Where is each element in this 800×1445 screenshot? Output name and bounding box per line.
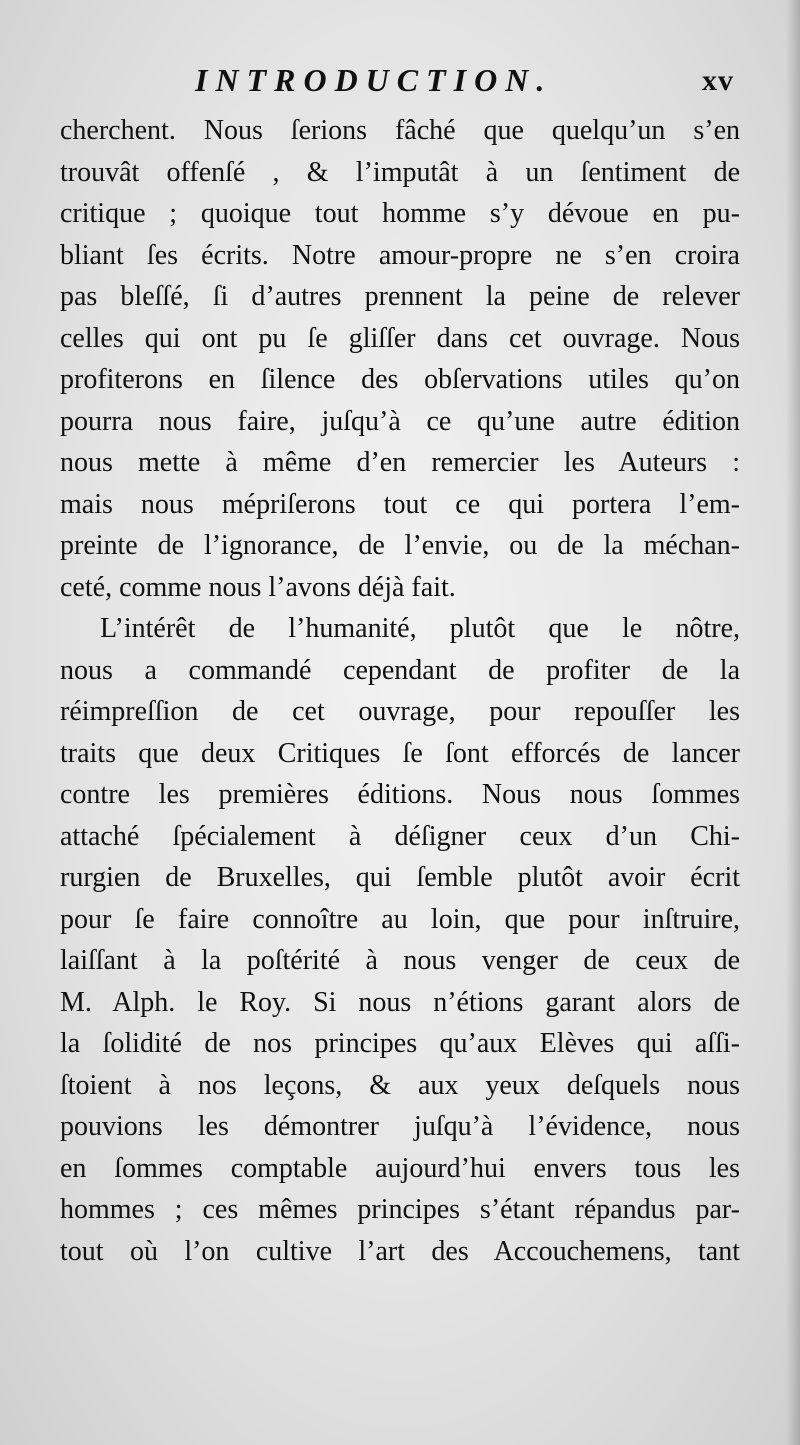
text-line: rurgien de Bruxelles, qui ſemble plutôt avoir écrit: [60, 862, 740, 893]
text-line: hommes ; ces mêmes principes s’étant répandus par-: [60, 1194, 740, 1225]
text-line: M. Alph. le Roy. Si nous n’étions garant alors de: [60, 986, 740, 1018]
text-line: tout où l’on cultive l’art des Accouchemens, tant: [60, 1235, 740, 1267]
text-line: ſtoient à nos leçons, & aux yeux deſquels nous: [60, 1069, 740, 1101]
page-number: xv: [702, 64, 734, 97]
text-line: en ſommes comptable aujourd’hui envers tous les: [60, 1152, 740, 1184]
paragraph-1: [60, 110, 740, 608]
text-line: réimpreſſion de cet ouvrage, pour repouſſer les: [60, 696, 740, 727]
text-line: pour ſe faire connoître au loin, que pour inſtruire,: [60, 903, 740, 935]
text-line: attaché ſpécialement à déſigner ceux d’un Chi-: [60, 820, 740, 852]
running-title: INTRODUCTION.: [195, 62, 553, 98]
running-head: [60, 62, 740, 102]
text-line: laiſſant à la poſtérité à nous venger de ceux de: [60, 945, 740, 976]
text-line: cherchent. Nous ſerions fâché que quelqu’un s’en: [60, 115, 740, 146]
text-line: ceté, comme nous l’avons déjà fait.: [60, 571, 456, 603]
text-line: pas bleſſé, ſi d’autres prennent la peine de relever: [60, 281, 740, 312]
text-line: mais nous mépriſerons tout ce qui portera l’em-: [60, 488, 740, 520]
body-text: [60, 110, 740, 1272]
text-line: L’intérêt de l’humanité, plutôt que le nôtre,: [100, 613, 740, 644]
text-line: trouvât offenſé , & l’imputât à un ſentiment de: [60, 156, 740, 188]
text-line: critique ; quoique tout homme s’y dévoue en pu-: [60, 198, 740, 229]
text-line: traits que deux Critiques ſe ſont efforcés de lancer: [60, 737, 740, 769]
text-line: contre les premières éditions. Nous nous ſommes: [60, 779, 740, 810]
text-line: bliant ſes écrits. Notre amour-propre ne s’en croira: [60, 239, 740, 271]
page-edge-shadow: [786, 0, 800, 1445]
text-line: celles qui ont pu ſe gliſſer dans cet ouvrage. Nous: [60, 322, 740, 354]
text-line: pouvions les démontrer juſqu’à l’évidence, nous: [60, 1111, 740, 1142]
text-line: pourra nous faire, juſqu’à ce qu’une autre édition: [60, 405, 740, 437]
text-line: preinte de l’ignorance, de l’envie, ou de la méchan-: [60, 530, 740, 561]
text-line: nous a commandé cependant de profiter de la: [60, 654, 740, 686]
text-line: la ſolidité de nos principes qu’aux Elèves qui aſſi-: [60, 1028, 740, 1059]
text-line: nous mette à même d’en remercier les Auteurs :: [60, 447, 740, 478]
paragraph-2: [60, 608, 740, 1272]
text-line: profiterons en ſilence des obſervations utiles qu’on: [60, 364, 740, 395]
